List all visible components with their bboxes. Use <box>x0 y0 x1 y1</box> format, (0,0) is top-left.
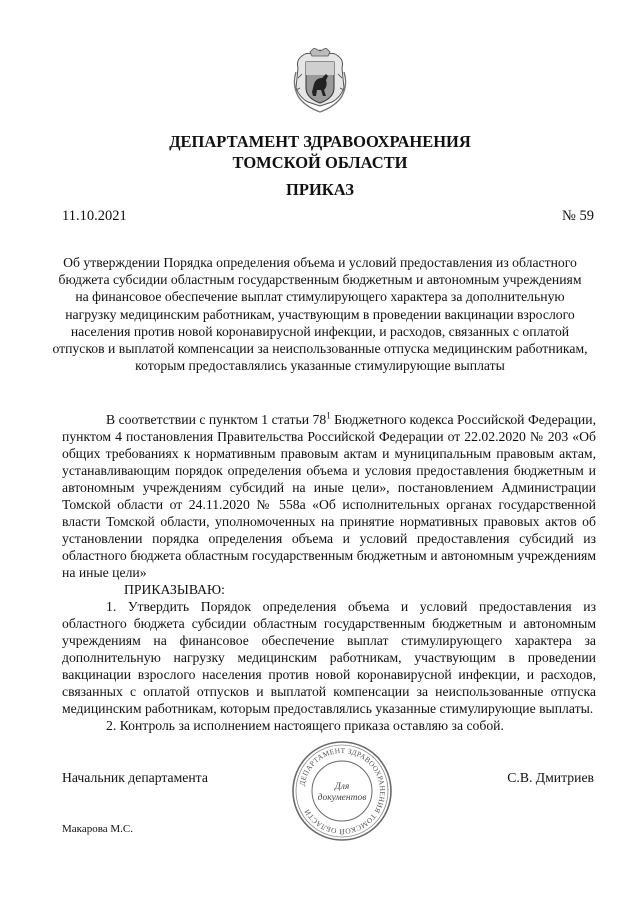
department-name: ДЕПАРТАМЕНТ ЗДРАВООХРАНЕНИЯ <box>169 132 471 151</box>
preamble-text-part2: Бюджетного кодекса Российской Федерации, пунктом 4 постановления Правительства Российской Федерации от 22.02.2020 № 203 «Об общих требованиях к нормативным правовым актам и муниципальным правовым актам, устанавливающим порядок определения объема и условия предоставления бюджетным и автономным учреждениям субсидий на иные цели», постановлением Администрации Томской области от 24.11.2020 № 558а «Об исполнительных органах государственной власти Томской области, уполномоченных на принятие нормативных правовых актов об установлении порядка определения объема и условий предоставления субсидий из областного бюджета областным государственным бюджетным и автономным учреждениям на иные цели» <box>62 412 597 580</box>
preamble-text-part1: В соответствии с пунктом 1 статьи 78 <box>106 412 327 427</box>
order-body <box>62 411 596 734</box>
order-number: № 59 <box>562 208 594 224</box>
signer-name: С.В. Дмитриев <box>507 770 594 785</box>
coat-of-arms-icon <box>292 48 348 116</box>
stamp-center-line-1: Для <box>334 782 350 792</box>
stamp-ring-text: ДЕПАРТАМЕНТ ЗДРАВООХРАНЕНИЯ ТОМСКОЙ ОБЛАСТИ <box>297 745 388 837</box>
preamble-paragraph <box>62 411 596 581</box>
official-stamp <box>290 739 394 843</box>
directive-word: ПРИКАЗЫВАЮ: <box>124 582 225 597</box>
region-name: ТОМСКОЙ ОБЛАСТИ <box>232 153 408 172</box>
order-subject: Об утверждении Порядка определения объема и условий предоставления из областного бюджета субсидии областным государственным бюджетным и автономным учреждениям на финансовое обеспечение выплат стимулирующего характера за дополнительную нагрузку медицинским работникам, участвующим в проведении вакцинации взрослого населения против новой коронавирусной инфекции, и расходов, связанных с оплатой отпусков и выплатой компенсации за неиспользованные отпуска медицинским работникам, которым предоставлялись указанные стимулирующие выплаты <box>52 255 588 374</box>
article-superscript: 1 <box>326 410 331 421</box>
stamp-center-line-2: документов <box>317 793 367 803</box>
order-item-1: 1. Утвердить Порядок определения объема и условий предоставления из областного бюджета субсидии областным государственным бюджетным и автономным учреждениям на финансовое обеспечение выплат стимулирующего характера за дополнительную нагрузку медицинским работникам, участвующим в проведении вакцинации взрослого населения против новой коронавирусной инфекции, и расходов, связанных с оплатой отпусков и выплатой компенсации за неиспользованные отпуска медицинским работникам, которым предоставлялись указанные стимулирующие выплаты. <box>62 599 596 716</box>
document-type: ПРИКАЗ <box>286 180 354 199</box>
department-heading <box>0 131 640 173</box>
executor-name: Макарова М.С. <box>62 823 134 835</box>
order-item-2: 2. Контроль за исполнением настоящего приказа оставляю за собой. <box>106 718 504 733</box>
signer-position: Начальник департамента <box>62 770 208 785</box>
order-date: 11.10.2021 <box>62 208 127 224</box>
